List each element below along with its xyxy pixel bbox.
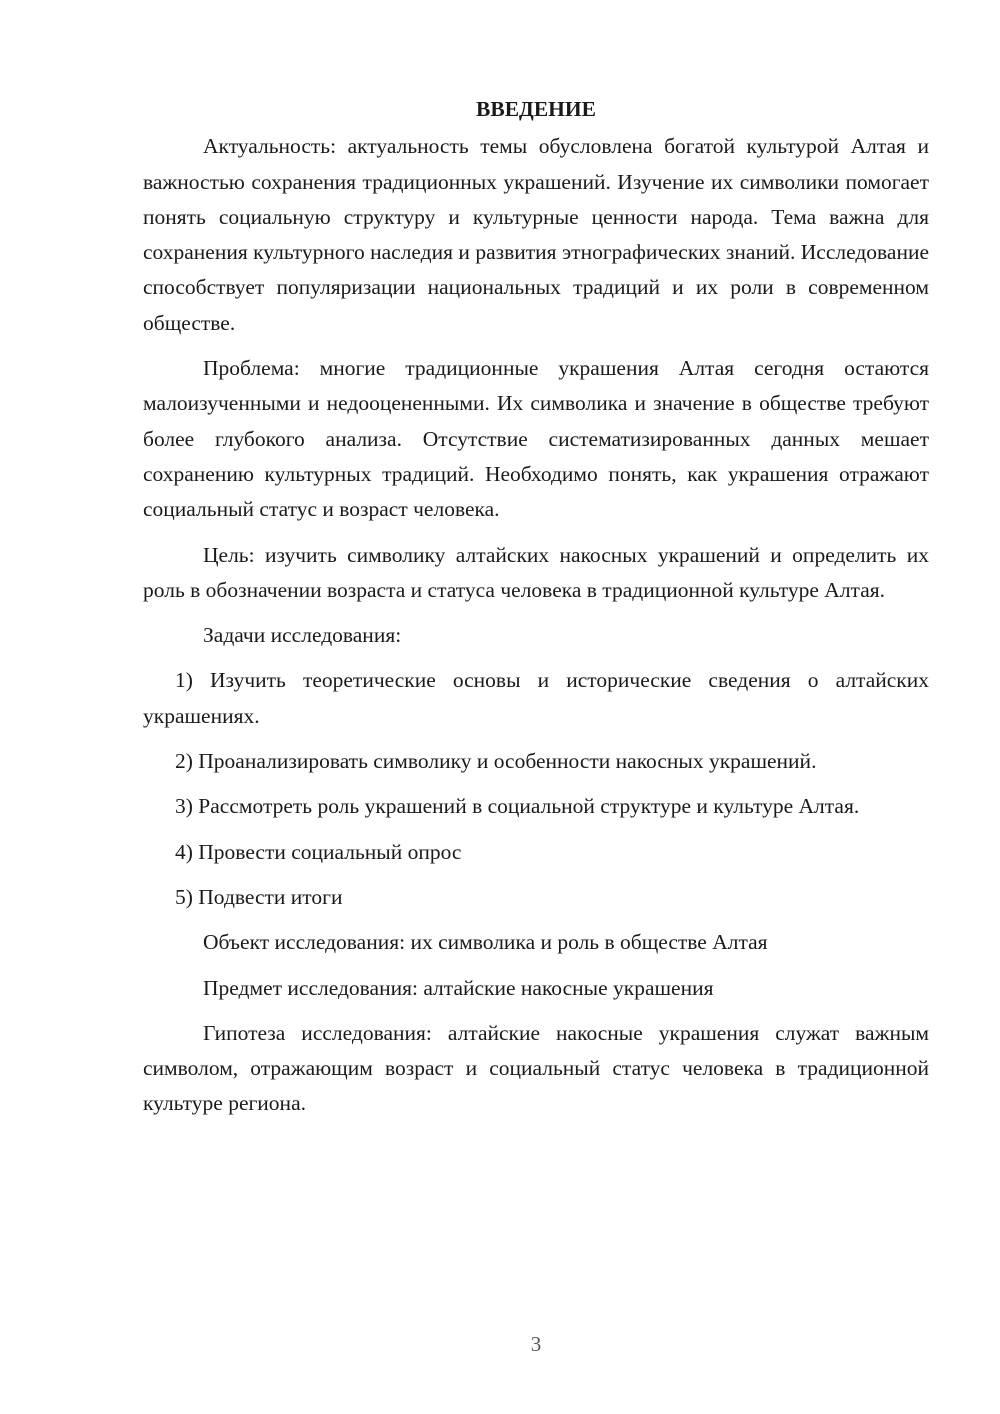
page-title: ВВЕДЕНИЕ (476, 97, 596, 121)
page-number: 3 (530, 1332, 542, 1356)
task-item-3: 3) Рассмотреть роль украшений в социальной структуре и культуре Алтая. (175, 794, 860, 819)
page-content (143, 92, 929, 1132)
research-hypothesis: Гипотеза исследования: алтайские накосные украшения служат важным символом, отражающим возраст и социальный статус человека в традиционной культуре региона. (143, 1020, 929, 1116)
tasks-heading: Задачи исследования: (203, 623, 402, 648)
task-item-1: 1) Изучить теоретические основы и исторические сведения о алтайских украшениях. (143, 668, 929, 728)
task-item-2: 2) Проанализировать символику и особенности накосных украшений. (175, 749, 817, 774)
research-subject: Предмет исследования: алтайские накосные украшения (203, 975, 714, 1000)
paragraph-goal: Цель: изучить символику алтайских накосных украшений и определить их роль в обозначении возраста и статуса человека в традиционной культуре Алтая. (143, 542, 929, 602)
paragraph-problem: Проблема: многие традиционные украшения Алтая сегодня остаются малоизученными и недооцененными. Их символика и значение в обществе требуют более глубокого анализа. Отсутствие систематизированных данных мешает сохранению культурных традиций. Необходимо понять, как украшения отражают социальный статус и возраст человека. (143, 356, 929, 522)
task-item-4: 4) Провести социальный опрос (175, 839, 462, 864)
task-item-5: 5) Подвести итоги (175, 884, 343, 909)
research-object: Объект исследования: их символика и роль в обществе Алтая (203, 930, 768, 955)
paragraph-relevance: Актуальность: актуальность темы обусловлена богатой культурой Алтая и важностью сохранения традиционных украшений. Изучение их символики помогает понять социальную структуру и культурные ценности народа. Тема важна для сохранения культурного наследия и развития этнографических знаний. Исследование способствует популяризации национальных традиций и их роли в современном обществе. (143, 134, 929, 335)
